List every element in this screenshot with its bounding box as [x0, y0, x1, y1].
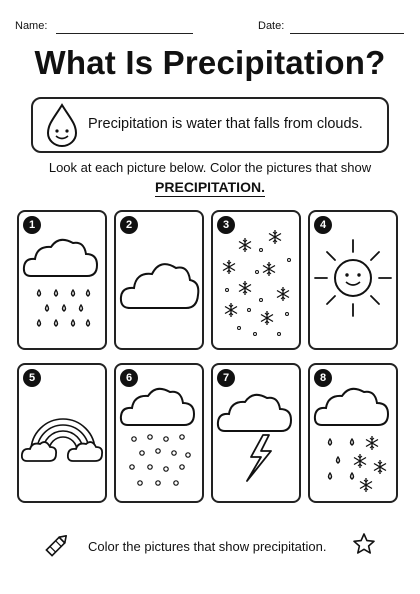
card-number-badge: 5 — [23, 369, 41, 387]
date-label: Date: — [258, 20, 285, 32]
star-icon — [352, 532, 376, 556]
instructions-text: Look at each picture below. Color the pictures that show — [48, 160, 372, 175]
instructions-keyword — [0, 179, 420, 195]
keyword-underlined: PRECIPITATION. — [155, 179, 265, 195]
hail-cloud-icon — [114, 363, 204, 503]
sun-icon — [308, 210, 398, 350]
raindrop-face-icon — [42, 102, 82, 148]
name-label: Name: — [15, 20, 48, 32]
date-line[interactable] — [290, 33, 404, 34]
card-number-badge: 4 — [314, 216, 332, 234]
rain-cloud-icon — [17, 210, 107, 350]
card-number-badge: 2 — [120, 216, 138, 234]
lightning-cloud-icon — [211, 363, 301, 503]
sleet-cloud-icon — [308, 363, 398, 503]
page-title: What Is Precipitation? — [34, 44, 386, 81]
crayon-icon — [42, 530, 72, 560]
footer-instruction: Color the pictures that show precipitation. — [88, 539, 327, 554]
card-number-badge: 3 — [217, 216, 235, 234]
definition-text: Precipitation is water that falls from clouds. — [88, 116, 363, 132]
snowflakes-icon — [211, 210, 301, 350]
name-line[interactable] — [56, 33, 193, 34]
card-number-badge: 7 — [217, 369, 235, 387]
card-number-badge: 8 — [314, 369, 332, 387]
card-number-badge: 6 — [120, 369, 138, 387]
cloud-icon — [114, 210, 204, 350]
rainbow-icon — [17, 363, 107, 503]
card-number-badge: 1 — [23, 216, 41, 234]
